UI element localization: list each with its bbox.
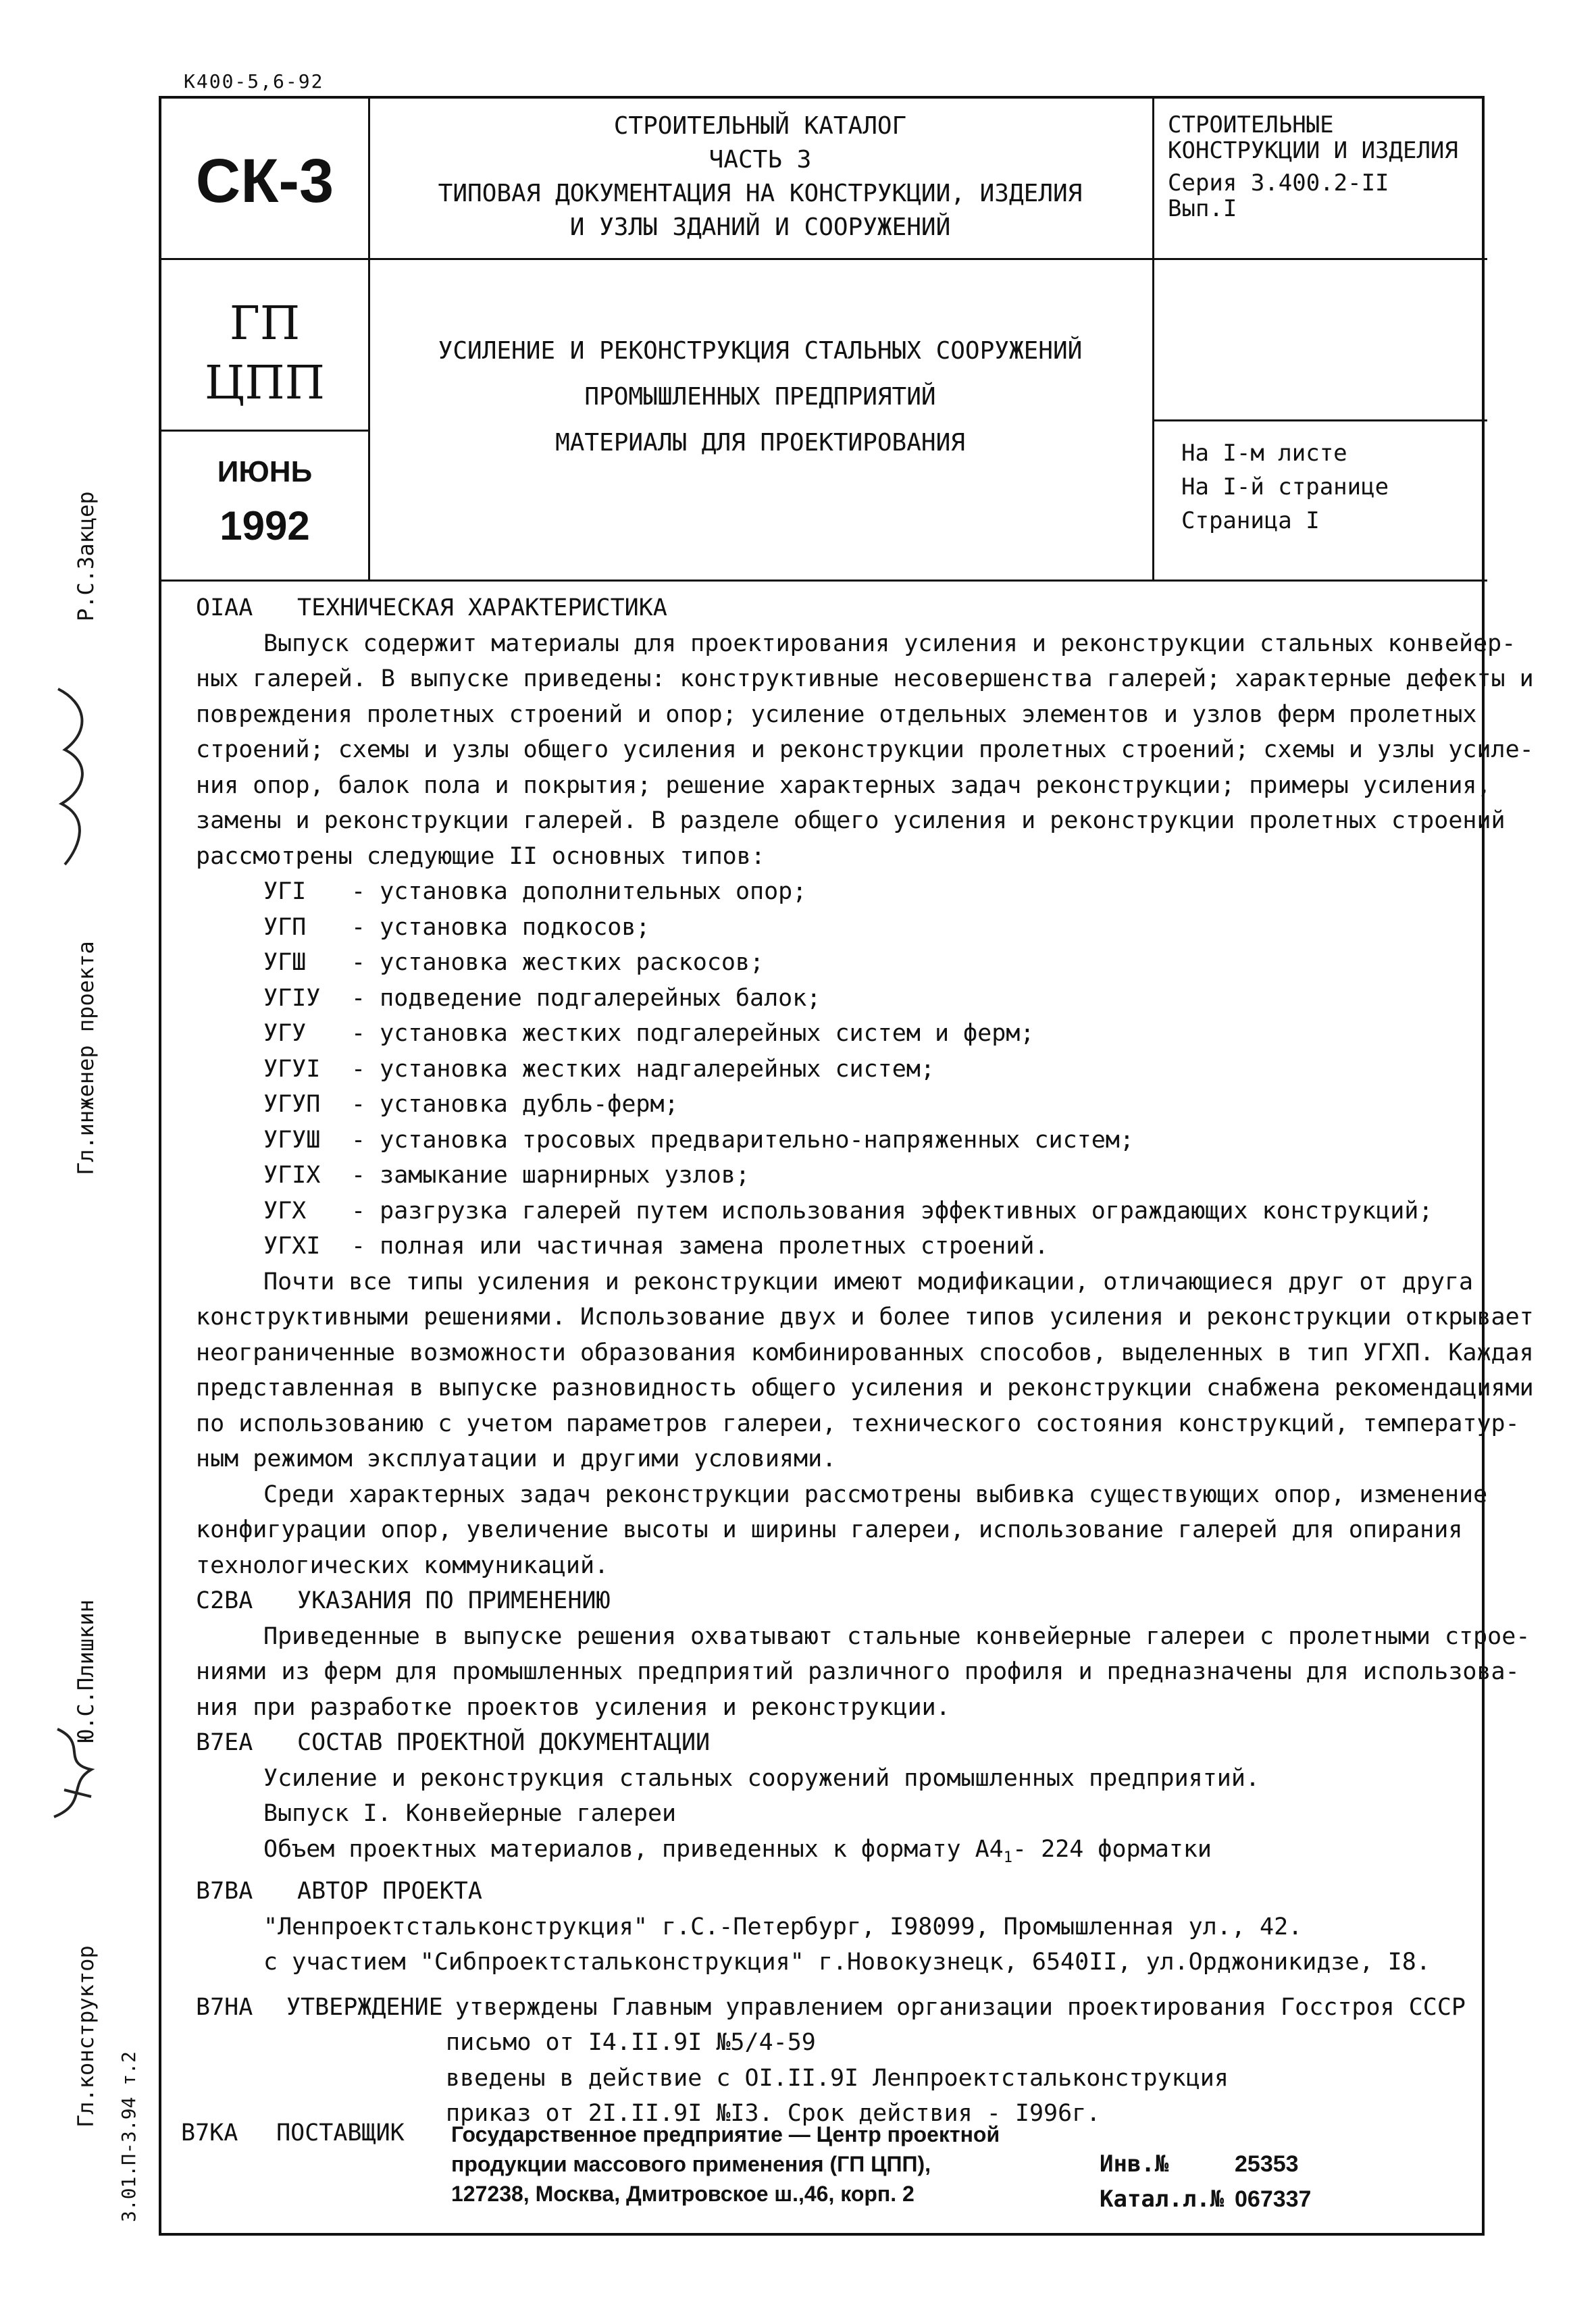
section-supplier: B7KA ПОСТАВЩИК [181,2119,405,2146]
archive-code: 3.01.П-3.94 т.2 [118,2051,140,2222]
year: 1992 [220,503,310,548]
type-item: УГIХ - замыкание шарнирных узлов; [263,1162,750,1189]
type-item: УГУШ - установка тросовых предварительно-напряженных систем; [263,1126,1134,1154]
section-author: B7BA АВТОР ПРОЕКТА [196,1878,482,1905]
sk-code: СК-3 [195,147,334,215]
signer-name-1: Р.С.Закцер [73,491,99,621]
type-item: УГI - установка дополнительных опор; [263,878,807,905]
header-row-divider [161,258,1487,260]
signature-2 [41,1716,101,1830]
section-technical: OIAA ТЕХНИЧЕСКАЯ ХАРАКТЕРИСТИКА [196,594,667,621]
type-item: УГШ - установка жестких раскосов; [263,949,765,976]
gp-divider [161,430,368,432]
inventory-info: Инв.№ 25353 Катал.л.№ 067337 [1100,2151,1312,2213]
volume-line: Объем проектных материалов, приведенных к формату $А4_1-$ 224 форматки [263,1835,1212,1866]
header-divider-right [1152,99,1154,580]
header-bottom [161,580,1487,582]
signature-1 [45,675,105,878]
sheet-info: На I-м листе На I-й странице Страница I [1181,440,1389,534]
type-item: УГIУ - подведение подгалерейных балок; [263,984,821,1012]
document-code: К400-5,6-92 [184,70,324,93]
type-item: УГП - установка подкосов; [263,913,650,941]
catalog-title: СТРОИТЕЛЬНЫЙ КАТАЛОГ ЧАСТЬ 3 ТИПОВАЯ ДОКУМЕНТАЦИЯ НА КОНСТРУКЦИИ, ИЗДЕЛИЯ И УЗЛЫ ЗДАНИЙ И СООРУЖЕНИЙ [438,112,1083,241]
type-item: УГХI - полная или частичная замена пролетных строений. [263,1233,1049,1260]
signer-role-1: Гл.инженер проекта [73,941,99,1175]
month: ИЮНЬ [217,455,313,488]
section-composition: B7EA СОСТАВ ПРОЕКТНОЙ ДОКУМЕНТАЦИИ [196,1729,711,1756]
document-title: УСИЛЕНИЕ И РЕКОНСТРУКЦИЯ СТАЛЬНЫХ СООРУЖЕНИЙ ПРОМЫШЛЕННЫХ ПРЕДПРИЯТИЙ МАТЕРИАЛЫ ДЛЯ ПРОЕКТИРОВАНИЯ [438,337,1083,457]
type-item: УГУ - установка жестких подгалерейных систем и ферм; [263,1020,1035,1047]
section-usage: C2BA УКАЗАНИЯ ПО ПРИМЕНЕНИЮ [196,1587,611,1614]
type-item: УГУП - установка дубль-ферм; [263,1091,679,1118]
supplier-address: Государственное предприятие — Центр проектной продукции массового применения (ГП ЦПП), 127238, Москва, Дмитровское ш.,46, корп. 2 [451,2122,1000,2206]
signer-name-2: Ю.С.Плишкин [73,1599,99,1743]
type-item: УГУI - установка жестких надгалерейных систем; [263,1055,935,1083]
document-body: OIAA ТЕХНИЧЕСКАЯ ХАРАКТЕРИСТИКА Выпуск содержит материалы для проектирования усиления и реконструкции стальных конвейер- ных галерей. В выпуске приведены: конструктивные несовершенства галерей; характерные дефекты и повреждения пролетных строений и опор; усиление отдельных элементов и узлов ферм пролетных строений; схемы и узлы общего усиления и реконструкции пролетных строений; схемы и узлы усиле- ния опор, балок пола и покрытия; решение характерных задач реконструкции; примеры усиления, замены и реконструкции галерей. В разделе общего усиления и реконструкции пролетных строений рассмотрены следующие II основных типов: УГI - установка дополнительных опор; УГП - установка подкосов; УГШ - установка жестких раскосов; УГIУ - подведение подгалерейных балок; УГУ - установка жестких подгалерейных систем и ферм; УГУI - установка жестких надгалерейных систем; УГУП - установка дубль-ферм; УГУШ - установка тросовых предварительно-напряженных систем; УГIХ - замыкание шарнирных узлов; УГХ - разгрузка галерей путем использования эффективных ограждающих конструкций; УГХI - полная или частичная замена пролетных строений. Почти все типы усиления и реконструкции имеют модификации, отличающиеся друг от друга конструктивными решениями. Использование двух и более типов усиления и реконструкции открывает неограниченные возможности образования комбинированных способов, выделенных в тип УГХП. Каждая представленная в выпуске разновидность общего усиления и реконструкции снабжена рекомендациями по использованию с учетом параметров галереи, технического состояния конструкций, температур- ным режимом эксплуатации и другими условиями. Среди характерных задач реконструкции рассмотрены выбивка существующих опор, изменение конфигурации опор, увеличение высоты и ширины галереи, использование галерей для опирания технологических коммуникаций. C2BA УКАЗАНИЯ ПО ПРИМЕНЕНИЮ Приведенные в выпуске решения охватывают стальные конвейерные галереи с пролетными строе- ниями из ферм для промышленных предприятий различного профиля и предназначены для использова- ния при разработке проектов усиления и реконструкции. B7EA СОСТАВ ПРОЕКТНОЙ ДОКУМЕНТАЦИИ Усиление и реконструкция стальных сооружений промышленных предприятий. Выпуск I. Конвейерные галереи Объем проектных материалов, приведенных к формату $А4_1-$ 224 форматки B7BA АВТОР ПРОЕКТА "Ленпроектстальконструкция" г.С.-Петербург, I98099, Промышленная ул., 42. с участием "Сибпроектстальконструкция" г.Новокузнецк, 6540II, ул.Орджоникидзе, I8. B7HA УТВЕРЖДЕНИЕ утверждены Главным управлением организации проектирования Госстроя СССР письмо от I4.II.9I №5/4-59 введены в действие с OI.II.9I Ленпроектстальконструкция приказ от 2I.II.9I №I3. Срок действия - I996г. [196,590,1466,2132]
gp-label: ГП ЦПП [205,297,325,410]
series-divider [1152,419,1487,421]
series-info: СТРОИТЕЛЬНЫЕ КОНСТРУКЦИИ И ИЗДЕЛИЯ Серия 3.400.2-II Вып.I [1168,111,1458,222]
signer-role-2: Гл.конструктор [73,1945,99,2128]
type-item: УГХ - разгрузка галерей путем использования эффективных ограждающих конструкций; [263,1197,1433,1225]
section-approval: B7HA УТВЕРЖДЕНИЕ утверждены Главным управлением организации проектирования Госстроя СССР [196,1993,1466,2021]
